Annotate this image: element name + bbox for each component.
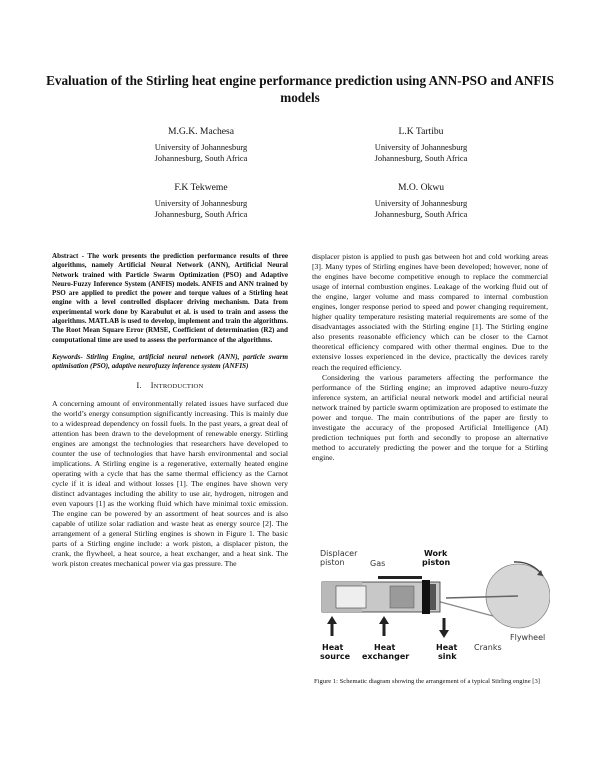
- label-displacer-piston: piston: [320, 558, 345, 567]
- abstract: Abstract - The work presents the prediction performance results of three algorithms, namely Artificial Neural Network (ANN), Artificial Neural Network trained with Particle Swarm Optimization (PSO) and Adaptive Neuro-Fuzzy Inference System (ANFIS) models. ANFIS and ANN trained by PSO are applied to predict the power and torque values of a Stirling heat engine with a level controlled displacer driving mechanism. Data from experimental work done by Karabulut et al. is used to train and assess the algorithms. MATLAB is used to develop, implement and train the algorithms. The Root Mean Square Error (RMSE, Coefficient of determination (R2) and computational time are used to assess the performance of the algorithms.: [52, 252, 288, 344]
- heat-sink-arrowhead: [439, 630, 449, 638]
- label-work: Work: [424, 549, 448, 558]
- keywords: Keywords- Stirling Engine, artificial neural network (ANN), particle swarm optimisation (PSO), adaptive neurofuzzy inference system (ANFIS): [52, 352, 288, 371]
- author-block-4: [326, 182, 516, 221]
- heat-exchanger-arrowhead: [379, 616, 389, 624]
- author-name: L.K Tartibu: [398, 126, 444, 137]
- label-flywheel: Flywheel: [510, 633, 546, 642]
- label-heat-exchanger-1: Heat: [374, 643, 396, 652]
- displacer-piston-shape: [336, 586, 366, 608]
- author-location: Johannesburg, South Africa: [154, 154, 248, 164]
- author-block-1: [106, 126, 296, 165]
- author-name: F.K Tekweme: [174, 182, 228, 193]
- section-heading-introduction: [52, 381, 288, 392]
- label-heat-exchanger-2: exchanger: [362, 652, 410, 661]
- label-displacer: Displacer: [320, 549, 358, 558]
- label-heat-sink-1: Heat: [436, 643, 458, 652]
- top-plate: [378, 576, 422, 579]
- right-paragraph-2: Considering the various parameters affecting the performance the performance of the Stirling engine; an improved adaptive neuro-fuzzy inference system, an artificial neural network model and artificial neural network trained by particle swarm optimization are proposed to estimate the power and torque. The main contributions of the paper are firstly to investigate the accuracy of the proposed Artificial Intelligence (AI) prediction techniques put forth and secondly to propose an alternative method to accurately predicting the power and the torque for a Stirling engine.: [312, 372, 548, 462]
- section-number: I.: [136, 380, 142, 390]
- label-work-piston: piston: [422, 558, 451, 567]
- regenerator-shape: [390, 586, 414, 608]
- piston-rod: [430, 584, 436, 610]
- right-column: [312, 252, 548, 463]
- author-block-3: [106, 182, 296, 221]
- stirling-engine-figure: [318, 546, 550, 672]
- label-cranks: Cranks: [474, 643, 502, 652]
- left-column: [52, 252, 288, 569]
- author-block-2: [326, 126, 516, 165]
- heat-source-arrowhead: [327, 616, 337, 624]
- section-title-rest: NTRODUCTION: [153, 382, 204, 390]
- label-heat-sink-2: sink: [438, 652, 457, 661]
- intro-paragraph-1: A concerning amount of environmentally related issues have surfaced due the world’s energy consumption significantly increasing. This is mainly due to a widespread dependency on fossil fuels. In the past years, a great deal of attention has been drawn to the development of renewable energy. Stirling engines are amongst the technologies that researchers have developed to counter the use of technologies that have harsh environmental and social implications. A Stirling engine is a regenerative, externally heated engine operating with a cycle that has the same thermal efficiency as the Carnot cycle if it is ideal and without losses [1]. The engines have shown very distinct advantages including the ability to use air, hydrogen, nitrogen and even vapours [1] as the working fluid which have minimal toxic emission. The engine can be powered by an assortment of heat sources and is also capable of utilize solar radiation and waste heat as energy source [2]. The arrangement of a general Stirling engines is shown in Figure 1. The basic parts of a Stirling engine include: a work piston, a displacer piston, the crank, the flywheel, a heat source, a heat exchanger, and a heat sink. The work piston creates mechanical power via gas pressure. The: [52, 398, 288, 569]
- author-affiliation: University of Johannesburg: [374, 143, 468, 153]
- label-heat-source-2: source: [320, 652, 351, 661]
- section-initial: I: [150, 380, 154, 390]
- label-gas: Gas: [370, 559, 386, 568]
- figure-caption: Figure 1: Schematic diagram showing the arrangement of a typical Stirling engine [3]: [314, 678, 540, 685]
- author-affiliation: University of Johannesburg: [154, 199, 248, 209]
- paper-title: Evaluation of the Stirling heat engine performance prediction using ANN-PSO and ANFIS models: [46, 73, 554, 105]
- right-paragraph-1: displacer piston is applied to push gas between hot and cold working areas [3]. Many types of Stirling engines have been developed; however, none of the engines have become competitive enough to replace the commercial usage of internal combustion engines. Leakage of the working fluid out of the engine, larger volume and mass compared to internal combustion engines, longer response period to speed and power changing requirement, higher quality temperature resisting material requirements are some of the disadvantages associated with the Stirling engine [1]. The Stirling engine also presents reasonable efficiency which can be closer to the Carnot theoretical efficiency compared with other thermal engines. Due to the extensive losses experienced in the device, practically the devices rarely reach the required efficiency.: [312, 252, 548, 372]
- label-heat-source-1: Heat: [322, 643, 344, 652]
- author-location: Johannesburg, South Africa: [154, 210, 248, 220]
- author-location: Johannesburg, South Africa: [374, 154, 468, 164]
- author-name: M.G.K. Machesa: [167, 126, 235, 137]
- author-affiliation: University of Johannesburg: [374, 199, 468, 209]
- author-affiliation: University of Johannesburg: [154, 143, 248, 153]
- author-location: Johannesburg, South Africa: [374, 210, 468, 220]
- work-piston-shape: [422, 580, 430, 614]
- author-name: M.O. Okwu: [397, 182, 445, 193]
